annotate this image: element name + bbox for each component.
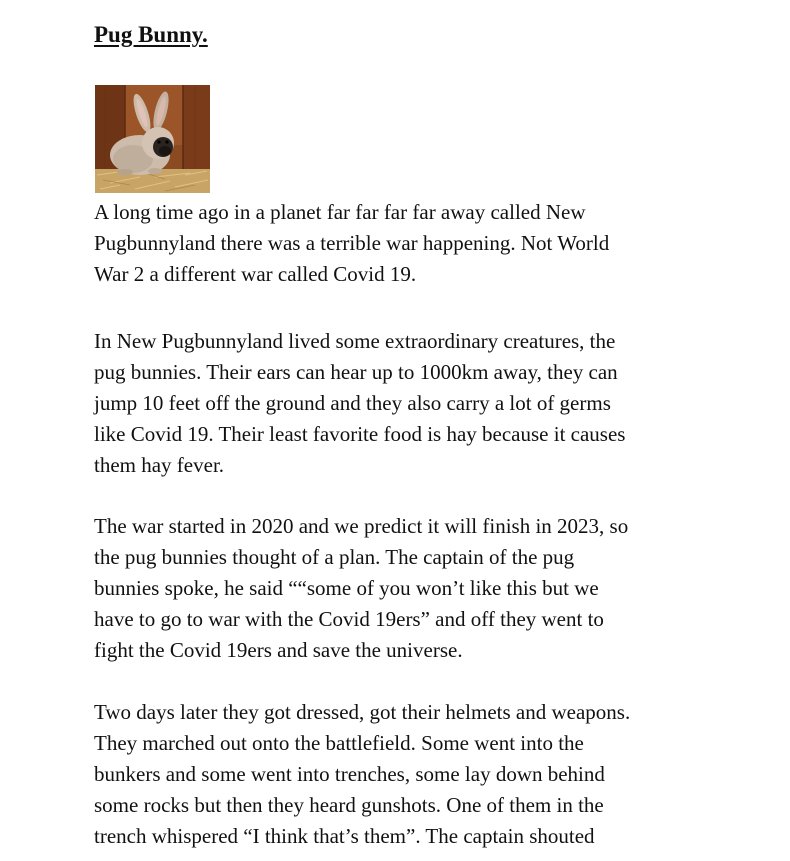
text-line: trench whispered “I think that’s them”. The captain shouted [94, 824, 595, 848]
text-line: the pug bunnies thought of a plan. The captain of the pug [94, 545, 575, 569]
text-line: them hay fever. [94, 453, 225, 477]
text-line: Pugbunnyland there was a terrible war happening. Not World [94, 231, 610, 255]
text-line: The war started in 2020 and we predict it will finish in 2023, so [94, 514, 629, 538]
text-line: some rocks but then they heard gunshots. One of them in the [94, 793, 604, 817]
text-line: In New Pugbunnyland lived some extraordinary creatures, the [94, 329, 616, 353]
text-line: bunkers and some went into trenches, some lay down behind [94, 762, 605, 786]
text-line: A long time ago in a planet far far far far away called New [94, 200, 586, 224]
text-line: bunnies spoke, he said ““some of you won’t like this but we [94, 576, 599, 600]
paragraph-2 [94, 326, 625, 481]
text-line: Two days later they got dressed, got their helmets and weapons. [94, 700, 631, 724]
paragraph-3 [94, 511, 628, 666]
text-line: They marched out onto the battlefield. Some went into the [94, 731, 584, 755]
text-line: pug bunnies. Their ears can hear up to 1000km away, they can [94, 360, 618, 384]
text-line: like Covid 19. Their least favorite food is hay because it causes [94, 422, 626, 446]
paragraph-1 [94, 197, 609, 290]
document-title: Pug Bunny. [94, 22, 208, 47]
text-line: jump 10 feet off the ground and they also carry a lot of germs [94, 391, 611, 415]
text-line: fight the Covid 19ers and save the universe. [94, 638, 463, 662]
paragraph-4 [94, 697, 630, 852]
pug-bunny-photo [95, 85, 210, 193]
text-line: War 2 a different war called Covid 19. [94, 262, 417, 286]
text-line: have to go to war with the Covid 19ers” and off they went to [94, 607, 604, 631]
